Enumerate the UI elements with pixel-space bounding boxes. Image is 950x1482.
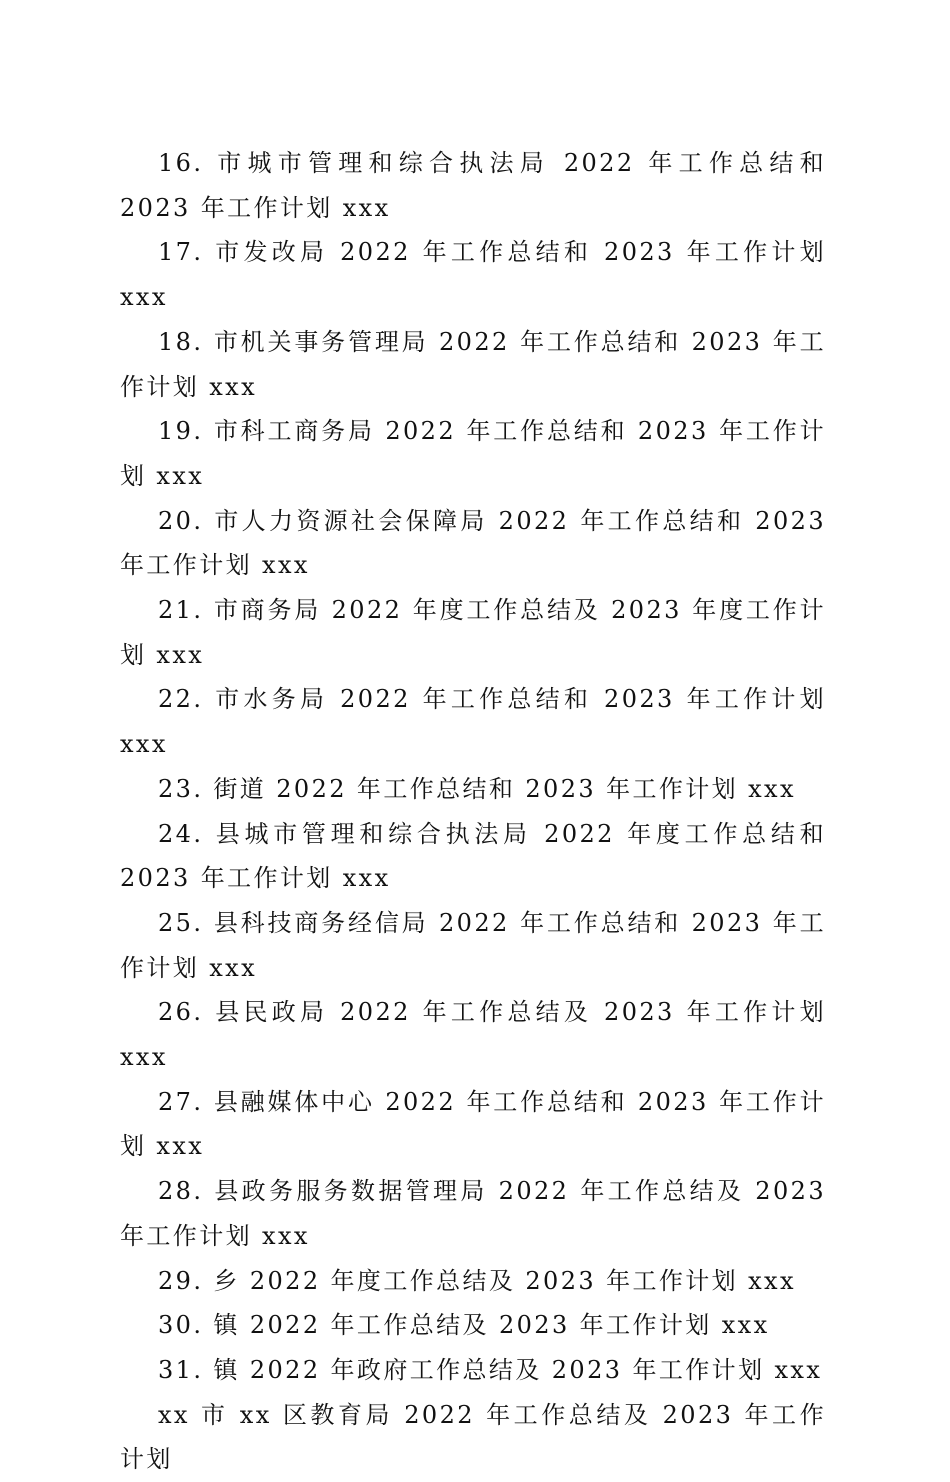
list-item: 21. 市商务局 2022 年度工作总结及 2023 年度工作计划 xxx <box>120 596 826 669</box>
list-item: 18. 市机关事务管理局 2022 年工作总结和 2023 年工作计划 xxx <box>120 327 826 401</box>
list-item: 17. 市发改局 2022 年工作总结和 2023 年工作计划 xxx <box>120 238 826 312</box>
list-item: 25. 县科技商务经信局 2022 年工作总结和 2023 年工作计划 xxx <box>120 908 826 982</box>
list-item: 24. 县城市管理和综合执法局 2022 年度工作总结和 2023 年工作计划 xxx <box>120 819 826 893</box>
list-item: 27. 县融媒体中心 2022 年工作总结和 2023 年工作计划 xxx <box>120 1087 826 1161</box>
list-item: 26. 县民政局 2022 年工作总结及 2023 年工作计划 xxx <box>120 998 826 1072</box>
list-item: 22. 市水务局 2022 年工作总结和 2023 年工作计划 xxx <box>120 685 826 759</box>
list-item: 30. 镇 2022 年工作总结及 2023 年工作计划 xxx <box>158 1311 770 1340</box>
list-item: 29. 乡 2022 年度工作总结及 2023 年工作计划 xxx <box>158 1266 796 1295</box>
list-item: 19. 市科工商务局 2022 年工作总结和 2023 年工作计划 xxx <box>120 417 826 490</box>
list-item: 23. 街道 2022 年工作总结和 2023 年工作计划 xxx <box>158 774 796 803</box>
list-item: 20. 市人力资源社会保障局 2022 年工作总结和 2023 年工作计划 xxx <box>120 506 826 580</box>
document-body <box>120 141 826 1482</box>
section-heading: xx 市 xx 区教育局 2022 年工作总结及 2023 年工作计划 <box>120 1400 826 1474</box>
list-item: 31. 镇 2022 年政府工作总结及 2023 年工作计划 xxx <box>158 1355 823 1384</box>
list-item: 28. 县政务服务数据管理局 2022 年工作总结及 2023 年工作计划 xxx <box>120 1177 826 1250</box>
list-item: 16. 市城市管理和综合执法局 2022 年工作总结和 2023 年工作计划 xxx <box>120 149 826 222</box>
